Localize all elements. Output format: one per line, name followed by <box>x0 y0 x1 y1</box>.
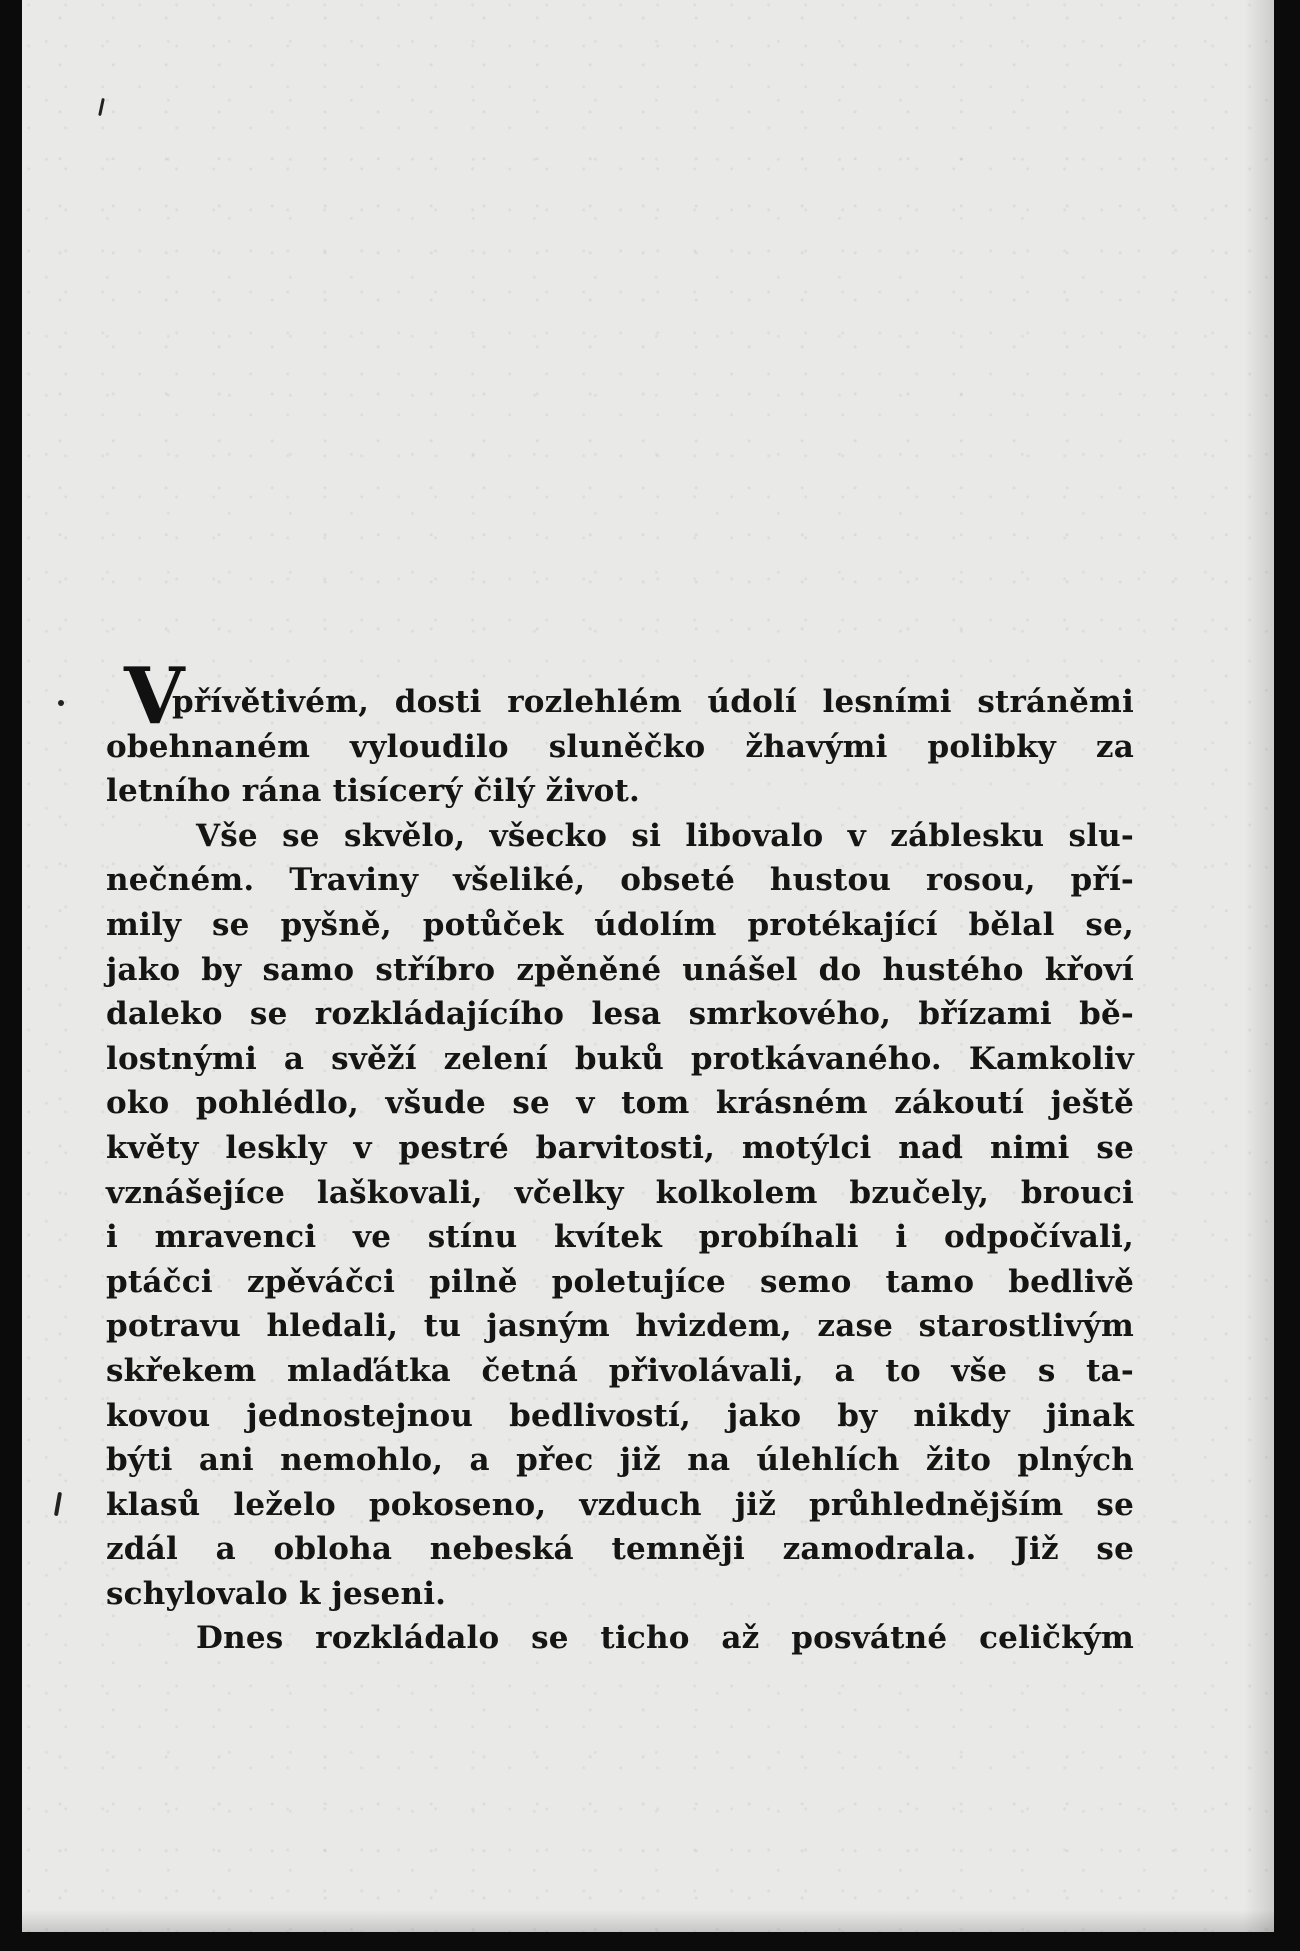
text-line: daleko se rozkládajícího lesa smrkového, břízami bě- <box>106 996 1134 1033</box>
text-line: kovou jednostejnou bedlivostí, jako by nikdy jinak <box>106 1397 1134 1434</box>
text-line: lostnými a svěží zelení buků protkávaného. Kamkoliv <box>106 1040 1134 1077</box>
text-line: oko pohlédlo, všude se v tom krásném zákoutí ještě <box>106 1085 1134 1122</box>
page-edge-shadow <box>1244 0 1274 1932</box>
text-line: obehnaném vyloudilo sluněčko žhavými polibky za <box>106 728 1134 765</box>
ink-speck <box>98 98 105 116</box>
ink-speck <box>54 1492 62 1516</box>
text-line: vznášejíce laškovali, včelky kolkolem bzučely, brouci <box>106 1174 1134 1211</box>
text-line: býti ani nemohlo, a přec již na úlehlích žito plných <box>106 1442 1134 1479</box>
text-line: i mravenci ve stínu kvítek probíhali i odpočívali, <box>106 1219 1134 1256</box>
text-line: přívětivém, dosti rozlehlém údolí lesními stráněmi <box>172 684 1134 720</box>
text-line: potravu hledali, tu jasným hvizdem, zase starostlivým <box>106 1308 1134 1345</box>
text-line: ptáčci zpěváčci pilně poletujíce semo tamo bedlivě <box>106 1263 1134 1300</box>
text-line: skřekem mlaďátka četná přivolávali, a to vše s ta- <box>106 1352 1134 1389</box>
text-line: jako by samo stříbro zpěněné unášel do hustého křoví <box>106 951 1134 988</box>
ink-speck <box>58 700 64 706</box>
text-line: schylovalo k jeseni. <box>106 1575 447 1612</box>
text-line: klasů leželo pokoseno, vzduch již průhlednějším se <box>106 1486 1134 1523</box>
text-line: zdál a obloha nebeská temněji zamodrala. Již se <box>106 1531 1134 1568</box>
text-line: Dnes rozkládalo se ticho až posvátné celičkým <box>196 1620 1134 1657</box>
drop-cap: V <box>124 651 185 742</box>
text-line: mily se pyšně, potůček údolím protékající bělal se, <box>106 906 1134 943</box>
text-line: letního rána tisícerý čilý život. <box>106 773 641 810</box>
text-line: květy leskly v pestré barvitosti, motýlci nad nimi se <box>106 1129 1134 1166</box>
book-page <box>22 0 1274 1932</box>
body-text <box>106 651 1134 1661</box>
page-bottom-shadow <box>22 1910 1274 1932</box>
text-line: nečném. Traviny všeliké, obseté hustou rosou, pří- <box>106 862 1134 899</box>
text-line: Vše se skvělo, všecko si libovalo v záblesku slu- <box>196 817 1134 854</box>
